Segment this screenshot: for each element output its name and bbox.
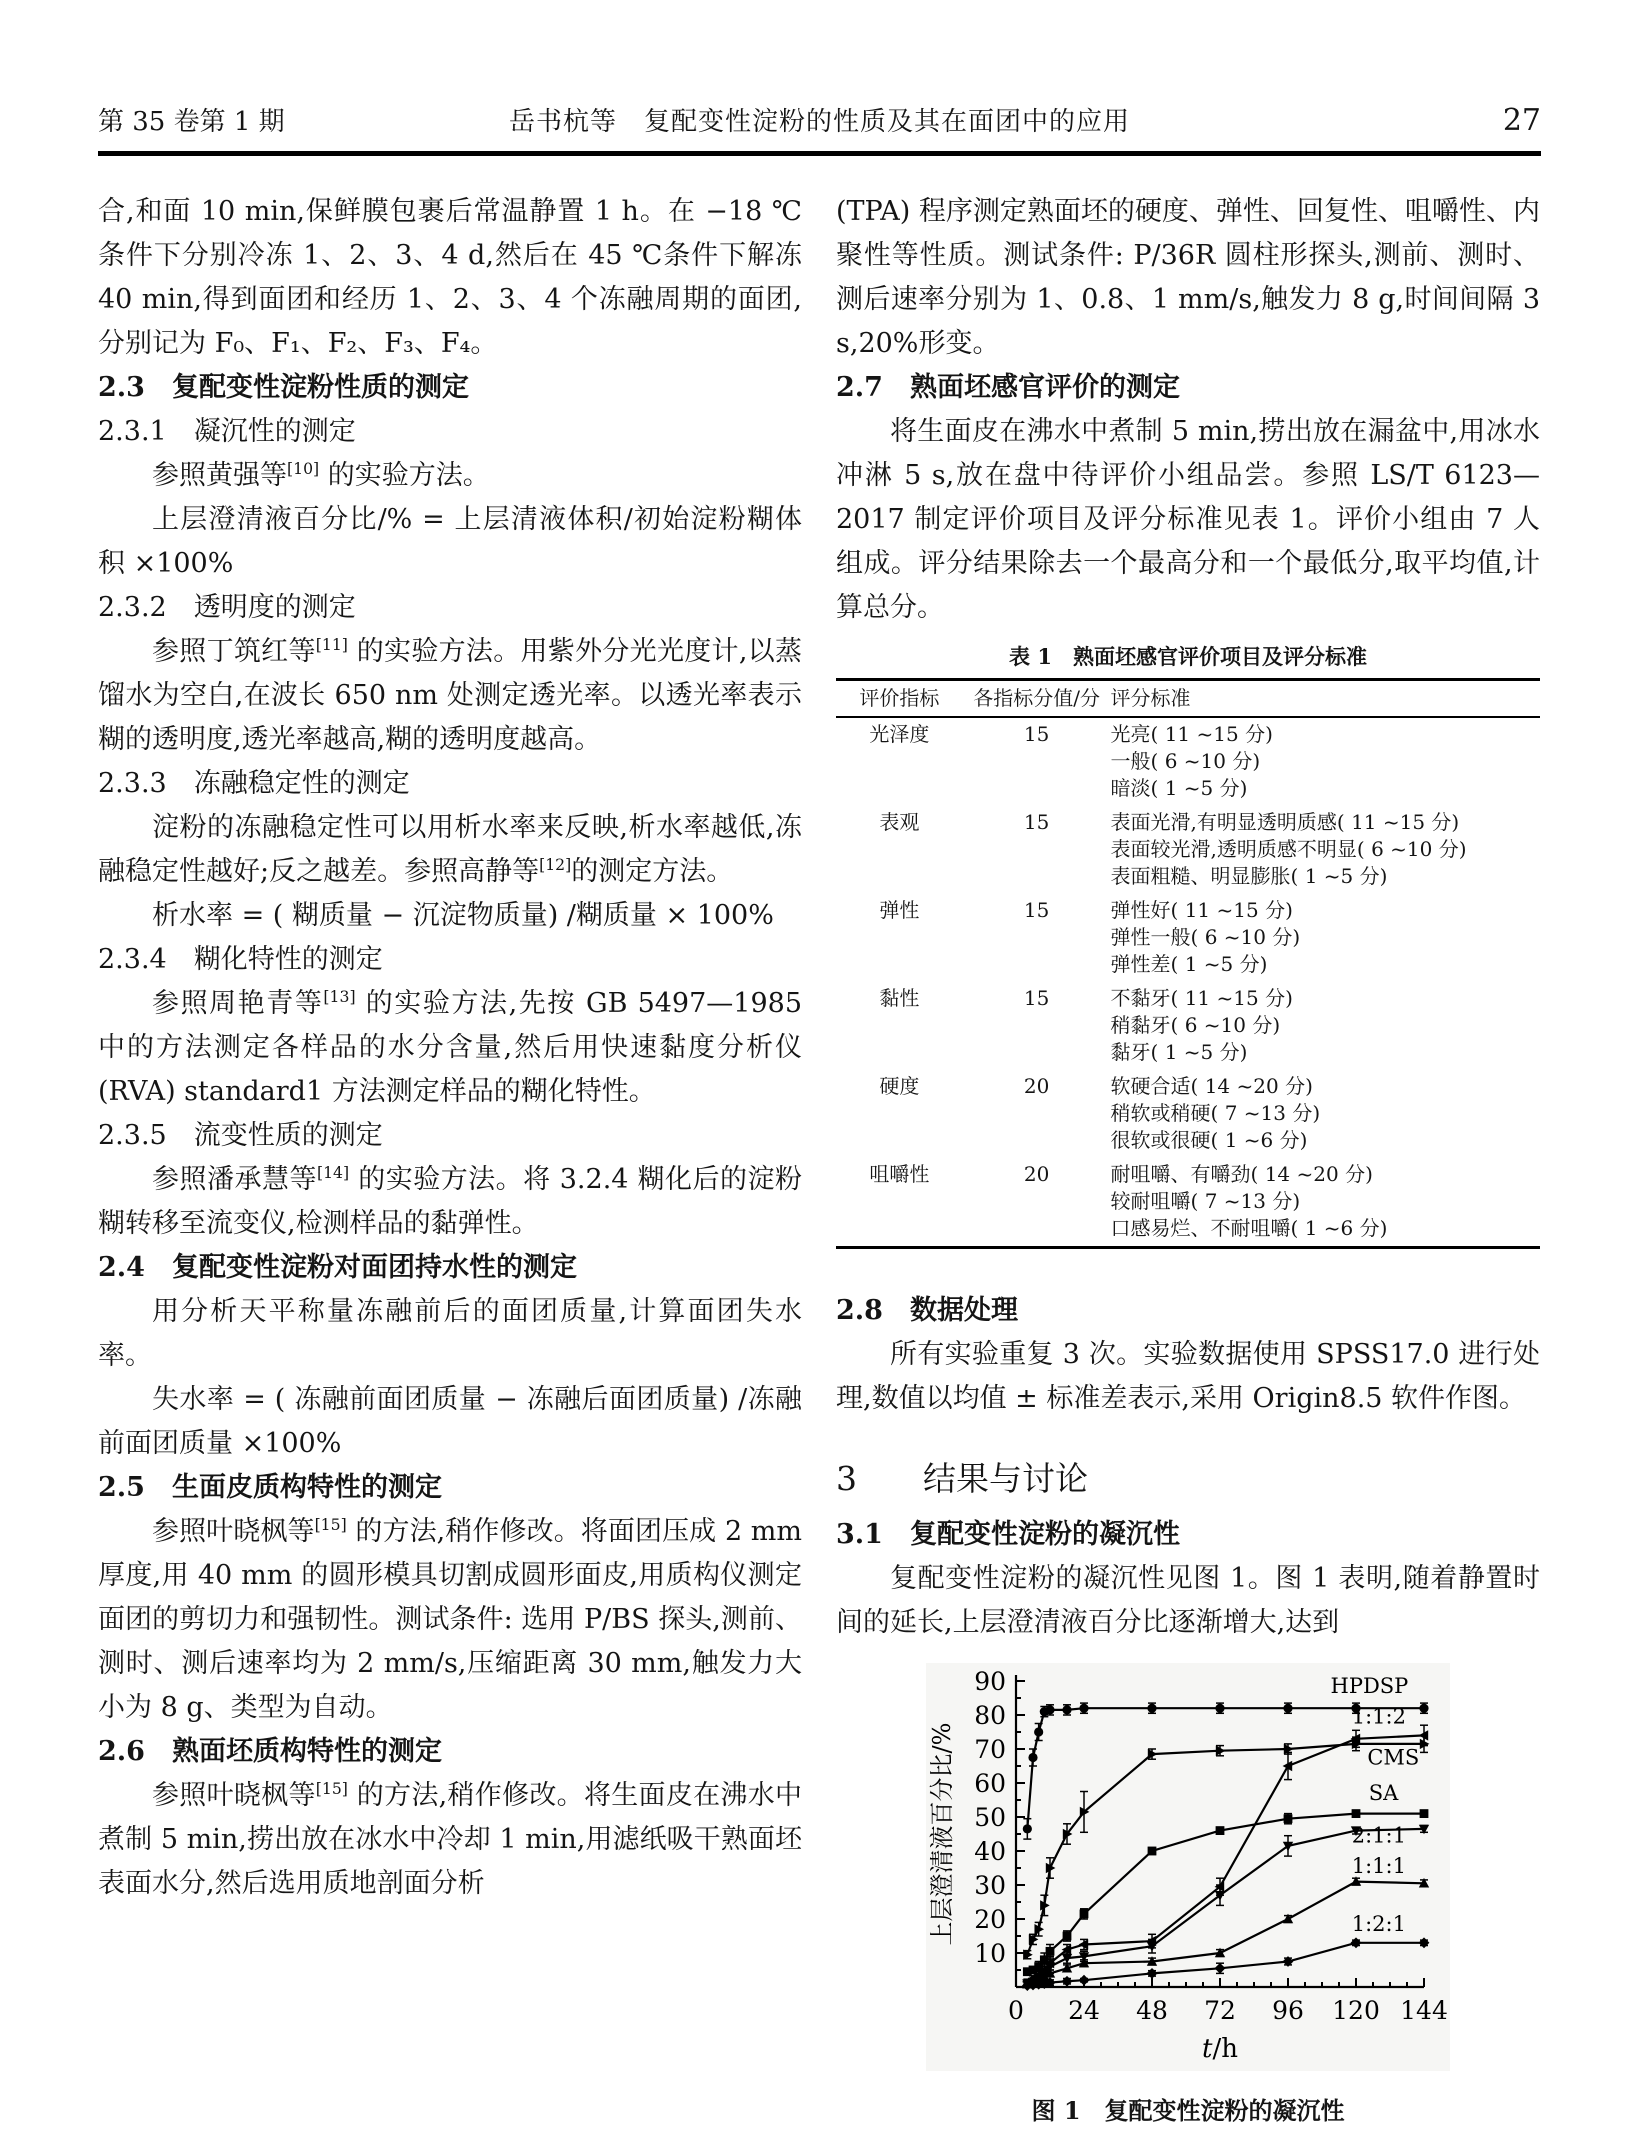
table-row — [836, 1158, 1540, 1248]
y-axis-label: 上层澄清液百分比/% — [928, 1722, 956, 1946]
svg-text:144: 144 — [1400, 1996, 1448, 2025]
svg-text:70: 70 — [974, 1735, 1006, 1764]
text-run: 的实验方法。用紫外分光光度计,以蒸馏水为空白,在波长 650 nm 处测定透光率。以透光率表示糊的透明度,透光率越高,糊的透明度越高。 — [98, 636, 802, 755]
section-heading: 3 结果与讨论 — [836, 1459, 1088, 1498]
paragraph: 失水率 = ( 冻融前面团质量 − 冻融后面团质量) /冻融前面团质量 ×100% — [98, 1384, 802, 1459]
score-cell: 20 — [1023, 1162, 1050, 1186]
page-header — [98, 0, 1541, 139]
svg-text:10: 10 — [974, 1939, 1006, 1968]
table-header-row — [836, 680, 1540, 718]
sedimentation-chart — [926, 1667, 1450, 2067]
citation-ref: [10] — [287, 459, 320, 478]
series-label-1:2:1: 1:2:1 — [1351, 1911, 1406, 1936]
table-row — [836, 806, 1540, 894]
sensory-evaluation-table — [836, 678, 1540, 1249]
two-column-body — [98, 190, 1541, 2127]
paragraph: 上层澄清液百分比/% = 上层清液体积/初始淀粉糊体积 ×100% — [98, 504, 802, 579]
paragraph — [98, 1158, 802, 1246]
indicator-cell: 光泽度 — [869, 722, 930, 746]
series-label-HPDSP: HPDSP — [1330, 1673, 1409, 1698]
text-run: 的方法,稍作修改。将生面皮在沸水中煮制 5 min,捞出放在冰水中冷却 1 min,用滤纸吸干熟面坯表面水分,然后选用质地剖面分析 — [98, 1780, 802, 1899]
criteria-cell — [1111, 806, 1540, 894]
subsubsection-heading: 2.3.5 流变性质的测定 — [98, 1120, 383, 1151]
text-run: 的实验方法。将 3.2.4 糊化后的淀粉糊转移至流变仪,检测样品的黏弹性。 — [98, 1164, 803, 1239]
criteria-line: 稍软或稍硬( 7 ~13 分) — [1110, 1101, 1321, 1125]
subsubsection-heading: 2.3.1 凝沉性的测定 — [98, 416, 356, 447]
subsection-heading: 2.7 熟面坯感官评价的测定 — [836, 372, 1180, 403]
table-body — [836, 717, 1540, 1248]
chart-area — [926, 1663, 1450, 2071]
criteria-line: 表面粗糙、明显膨胀( 1 ~5 分) — [1110, 864, 1388, 888]
text-run: 参照丁筑红等 — [152, 636, 316, 667]
criteria-cell — [1111, 894, 1540, 982]
column-header: 评分标准 — [1110, 686, 1191, 710]
left-column — [98, 190, 802, 2127]
svg-text:50: 50 — [974, 1803, 1006, 1832]
subsubsection-heading: 2.3.4 糊化特性的测定 — [98, 944, 383, 975]
indicator-cell: 硬度 — [879, 1074, 920, 1098]
series-label-SA: SA — [1368, 1781, 1399, 1805]
subsection-heading: 2.8 数据处理 — [836, 1295, 1018, 1326]
criteria-cell — [1111, 1158, 1540, 1248]
table-row — [836, 894, 1540, 982]
criteria-line: 暗淡( 1 ~5 分) — [1110, 776, 1248, 800]
criteria-line: 表面较光滑,透明质感不明显( 6 ~10 分) — [1110, 837, 1467, 861]
citation-ref: [15] — [314, 1515, 347, 1534]
subsection-heading: 2.5 生面皮质构特性的测定 — [98, 1472, 442, 1503]
criteria-line: 黏牙( 1 ~5 分) — [1110, 1040, 1248, 1064]
paragraph — [98, 1510, 802, 1730]
table-row — [836, 717, 1540, 806]
text-run: 参照黄强等 — [152, 460, 287, 491]
subsection-heading: 3.1 复配变性淀粉的凝沉性 — [836, 1519, 1180, 1550]
subsection-heading: 2.3 复配变性淀粉性质的测定 — [98, 372, 469, 403]
running-title: 岳书杭等 复配变性淀粉的性质及其在面团中的应用 — [508, 107, 1130, 137]
criteria-cell — [1111, 1070, 1540, 1158]
paragraph: 复配变性淀粉的凝沉性见图 1。图 1 表明,随着静置时间的延长,上层澄清液百分比逐渐增大,达到 — [836, 1563, 1540, 1638]
criteria-line: 口感易烂、不耐咀嚼( 1 ~6 分) — [1110, 1216, 1388, 1240]
svg-text:24: 24 — [1068, 1996, 1100, 2025]
right-column — [836, 190, 1540, 2127]
paragraph — [98, 454, 802, 498]
indicator-cell: 弹性 — [879, 898, 920, 922]
criteria-line: 表面光滑,有明显透明质感( 11 ~15 分) — [1110, 810, 1460, 834]
score-cell: 15 — [1023, 898, 1050, 922]
text-run: 的实验方法,先按 GB 5497—1985 中的方法测定各样品的水分含量,然后用快速黏度分析仪(RVA) standard1 方法测定样品的糊化特性。 — [98, 988, 802, 1107]
score-cell: 15 — [1023, 986, 1050, 1010]
text-run: 参照周艳青等 — [152, 988, 324, 1019]
figure-1 — [836, 1663, 1540, 2127]
text-run: 的方法,稍作修改。将面团压成 2 mm 厚度,用 40 mm 的圆形模具切割成圆形面皮,用质构仪测定面团的剪切力和强韧性。测试条件: 选用 P/BS 探头,测前、测时、测后速率均为 2 mm/s,压缩距离 30 mm,触发力大小为 8 g、类型为自动。 — [98, 1516, 802, 1723]
svg-text:40: 40 — [974, 1837, 1006, 1866]
page-number: 27 — [1502, 103, 1541, 138]
paragraph: 将生面皮在沸水中煮制 5 min,捞出放在漏盆中,用冰水冲淋 5 s,放在盘中待评价小组品尝。参照 LS/T 6123—2017 制定评价项目及评分标准见表 1。评价小组由 7 人组成。评分结果除去一个最高分和一个最低分,取平均值,计算总分。 — [836, 416, 1540, 623]
series-label-2:1:1: 2:1:1 — [1351, 1823, 1406, 1848]
indicator-cell: 表观 — [879, 810, 920, 834]
table-1 — [836, 642, 1540, 1249]
criteria-line: 不黏牙( 11 ~15 分) — [1110, 986, 1293, 1010]
text-run: 的测定方法。 — [571, 856, 734, 887]
indicator-cell: 咀嚼性 — [869, 1162, 930, 1186]
svg-text:96: 96 — [1272, 1996, 1304, 2025]
criteria-line: 一般( 6 ~10 分) — [1110, 749, 1261, 773]
score-cell: 15 — [1023, 810, 1050, 834]
svg-text:30: 30 — [974, 1871, 1006, 1900]
svg-text:80: 80 — [974, 1701, 1006, 1730]
series-label-1:1:1: 1:1:1 — [1351, 1854, 1406, 1879]
criteria-line: 软硬合适( 14 ~20 分) — [1110, 1074, 1313, 1098]
text-run: 参照叶晓枫等 — [152, 1780, 316, 1811]
paragraph: 用分析天平称量冻融前后的面团质量,计算面团失水率。 — [98, 1296, 802, 1371]
criteria-line: 耐咀嚼、有嚼劲( 14 ~20 分) — [1110, 1162, 1373, 1186]
subsubsection-heading: 2.3.2 透明度的测定 — [98, 592, 356, 623]
citation-ref: [14] — [316, 1163, 350, 1182]
criteria-line: 较耐咀嚼( 7 ~13 分) — [1110, 1189, 1301, 1213]
indicator-cell: 黏性 — [879, 986, 920, 1010]
subsection-heading: 2.4 复配变性淀粉对面团持水性的测定 — [98, 1252, 577, 1283]
criteria-line: 弹性差( 1 ~5 分) — [1110, 952, 1268, 976]
criteria-line: 弹性好( 11 ~15 分) — [1110, 898, 1293, 922]
paragraph — [98, 1774, 802, 1906]
criteria-line: 很软或很硬( 1 ~6 分) — [1110, 1128, 1308, 1152]
figure-caption: 图 1 复配变性淀粉的凝沉性 — [1031, 2096, 1345, 2125]
subsection-heading: 2.6 熟面坯质构特性的测定 — [98, 1736, 442, 1767]
criteria-cell — [1111, 982, 1540, 1070]
criteria-cell — [1111, 717, 1540, 806]
svg-text:72: 72 — [1204, 1996, 1236, 2025]
svg-text:120: 120 — [1332, 1996, 1380, 2025]
citation-ref: [11] — [315, 635, 348, 654]
header-rule — [98, 151, 1541, 156]
paragraph — [98, 806, 802, 894]
score-cell: 20 — [1023, 1074, 1050, 1098]
citation-ref: [15] — [315, 1779, 348, 1798]
table-row — [836, 982, 1540, 1070]
text-run: 淀粉的冻融稳定性可以用析水率来反映,析水率越低,冻融稳定性越好;反之越差。参照高静等 — [98, 812, 802, 887]
text-run: 参照叶晓枫等 — [152, 1516, 315, 1547]
table-caption: 表 1 熟面坯感官评价项目及评分标准 — [1009, 644, 1367, 669]
citation-ref: [13] — [323, 987, 356, 1006]
criteria-line: 稍黏牙( 6 ~10 分) — [1110, 1013, 1281, 1037]
svg-text:48: 48 — [1136, 1996, 1168, 2025]
table-head — [836, 680, 1540, 718]
score-cell: 15 — [1023, 722, 1050, 746]
text-run: 的实验方法。 — [319, 460, 490, 491]
paragraph: 所有实验重复 3 次。实验数据使用 SPSS17.0 进行处理,数值以均值 ± 标准差表示,采用 Origin8.5 软件作图。 — [836, 1339, 1540, 1414]
text-run: 参照潘承慧等 — [152, 1164, 317, 1195]
svg-text:0: 0 — [1008, 1996, 1024, 2025]
paragraph: (TPA) 程序测定熟面坯的硬度、弹性、回复性、咀嚼性、内聚性等性质。测试条件: P/36R 圆柱形探头,测前、测时、测后速率分别为 1、0.8、1 mm/s,触发力 8 g,时间间隔 3 s,20%形变。 — [836, 196, 1540, 359]
paragraph: 析水率 = ( 糊质量 − 沉淀物质量) /糊质量 × 100% — [152, 900, 774, 931]
paragraph — [98, 630, 802, 762]
criteria-line: 光亮( 11 ~15 分) — [1110, 722, 1273, 746]
table-row — [836, 1070, 1540, 1158]
series-label-CMS: CMS — [1367, 1745, 1420, 1770]
x-axis-label: t/h — [1202, 2034, 1238, 2064]
column-header: 各指标分值/分 — [973, 686, 1100, 710]
svg-text:20: 20 — [974, 1905, 1006, 1934]
paragraph — [98, 982, 802, 1114]
series-label-1:1:2: 1:1:2 — [1351, 1704, 1406, 1729]
subsubsection-heading: 2.3.3 冻融稳定性的测定 — [98, 768, 410, 799]
svg-text:60: 60 — [974, 1769, 1006, 1798]
journal-issue: 第 35 卷第 1 期 — [98, 107, 285, 137]
criteria-line: 弹性一般( 6 ~10 分) — [1110, 925, 1301, 949]
citation-ref: [12] — [539, 855, 572, 874]
paragraph: 合,和面 10 min,保鲜膜包裹后常温静置 1 h。在 −18 ℃条件下分别冷冻 1、2、3、4 d,然后在 45 ℃条件下解冻 40 min,得到面团和经历 1、2、3、4 个冻融周期的面团,分别记为 F₀、F₁、F₂、F₃、F₄。 — [98, 196, 802, 359]
svg-text:90: 90 — [974, 1667, 1006, 1696]
column-header: 评价指标 — [859, 686, 940, 710]
